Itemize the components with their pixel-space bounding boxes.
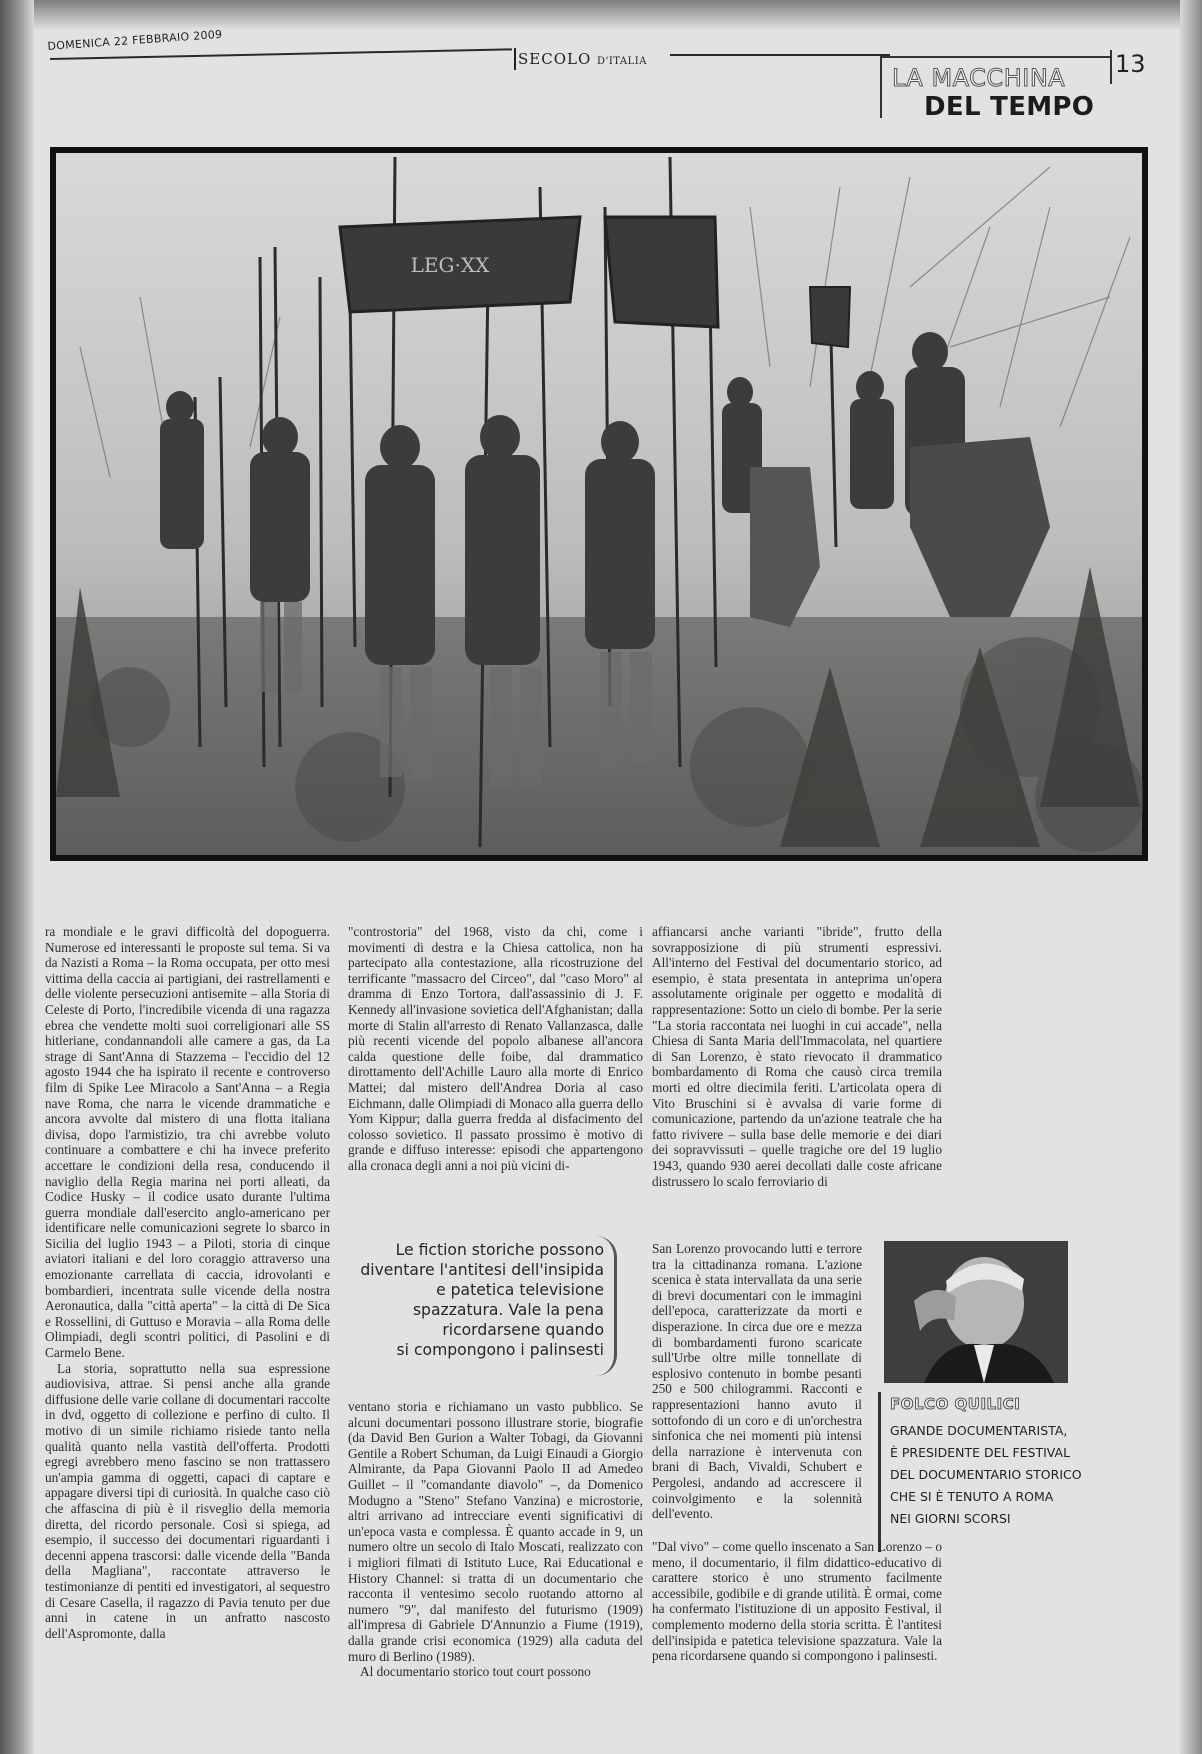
caption-name: FOLCO QUILICI [890,1395,1021,1413]
article-column-3-mid [652,1241,862,1522]
caption-rule [878,1392,881,1552]
page-shadow-top [0,0,1202,30]
article-paragraph: ventano storia e richiamano un vasto pubblico. Se alcuni documentari possono illustrare storie, biografie (da David Ben Gurion a Walter Tobagi, da Giovanni Gentile a Robert Schuman, da Luigi Einaudi a Giorgio Almirante, da Papa Giovanni Paolo II ad Amedeo Guillet – il "comandante diavolo" –, da Domenico Modugno a "Steno" Stefano Vanzina) e microstorie, altri arrivano ad intrecciare eventi significativi di un'epoca vasta e complessa. È quanto accade in 9, un numero oltre un secolo di Italo Moscati, realizzato con i migliori filmati di Istituto Luce, Rai Educational e History Channel: si tratta di un documentario che racconta il ventesimo secolo ruotando attorno al numero "9", dal manifesto del futurismo (1909) all'impresa di Gabriele D'Annunzio a Fiume (1919), dalla grande crisi economica (1929) alla caduta del muro di Berlino (1989). [348,1399,643,1664]
article-paragraph: Al documentario storico tout court possono [360,1664,591,1680]
page-number: 13 [1115,50,1146,78]
pull-quote: Le fiction storiche possono diventare l'antitesi dell'insipida e patetica televisione spazzatura. Vale la pena ricordarsene quando si compongono i palinsesti [360,1241,604,1359]
article-column-2-top [348,924,643,1174]
article-paragraph: San Lorenzo provocando lutti e terrore tra la cittadinanza romana. L'azione scenica è stata intervallata da una serie di brevi documentari con le immagini dell'epoca, caratterizzate da morti e disperazione. In circa due ore e mezza di bombardamenti furono scaricate sull'Urbe oltre mille tonnellate di esplosivo contenuto in bombe pesanti 250 e 500 chilogrammi. Racconti e rappresentazioni hanno avuto il sottofondo di un coro e di un'orchestra sinfonica che nei momenti più intensi della narrazione è intervenuta con brani di Bach, Vivaldi, Schubert e Pergolesi, andando ad accrescere il coinvolgimento e la solennità dell'evento. [652,1241,862,1522]
caption-text: GRANDE DOCUMENTARISTA, È PRESIDENTE DEL FESTIVAL DEL DOCUMENTARIO STORICO CHE SI È TENUTO A ROMA NEI GIORNI SCORSI [890,1423,1082,1526]
article-column-1 [45,924,330,1641]
banner-text: LEG·XX [410,253,490,277]
portrait-photo [884,1241,1068,1383]
page-shadow-right [1180,0,1202,1754]
article-paragraph: affiancarsi anche varianti "ibride", frutto della sovrapposizione di più strumenti espressivi. All'interno del Festival del documentario storico, ad esempio, è stata presentata in anteprima un'opera assolutamente originale per oggetto e modalità di rappresentazione: Sotto un cielo di bombe. Per la serie "La storia raccontata nei luoghi in cui accade", nella Chiesa di Santa Maria dell'Immacolata, nel quartiere di San Lorenzo, è stato rievocato il drammatico bombardamento di Roma che causò circa tremila morti ed oltre diecimila feriti. L'articolata opera di Vito Bruschini si è avvalsa di varie forme di comunicazione, partendo da un'azione teatrale che ha fatto rivivere – sulla base delle memorie e dei diari dei sopravvissuti – quelle tragiche ore del 19 luglio 1943, quando 930 aerei decollati dalle coste africane distrussero lo scalo ferroviario di [652,924,942,1189]
article-paragraph: ra mondiale e le gravi difficoltà del dopoguerra. Numerose ed interessanti le proposte sul tema. Si va da Nazisti a Roma – la Roma occupata, per otto mesi vittima della caccia ai partigiani, dei rastrellamenti e delle violente persecuzioni antisemite – alla Storia di Celeste di Porto, l'incredibile vicenda di una ragazza ebrea che vendette molti suoi correligionari alle SS hitleriane, condannandoli alle camere a gas, da La strage di Sant'Anna di Stazzema – l'eccidio del 12 agosto 1944 che ha ispirato il recente e controverso film di Spike Lee Miracolo a Sant'Anna – a Regia nave Roma, che narra le vicende drammatiche e ancora avvolte dal mistero di una flotta italiana divisa, dopo l'armistizio, tra chi avrebbe voluto continuare a combattere e chi ha invece preferito accettare le condizioni della resa, conducendo il naviglio della Regia marina nei porti alleati, da Codice Husky – il codice usato durante l'ultima guerra mondiale dall'esercito anglo-americano per identificare nelle comunicazioni segrete lo sbarco in Sicilia del luglio 1943 – a Piloti, storia di cinque aviatori italiani e del loro coraggio attraverso una emozionante carrellata di caccia, idrovolanti e bombardieri, incentrata sulle vicende della nostra Aeronautica, dalla "città aperta" – la città di De Sica e Rossellini, di Guttuso e Moravia – alla Roma delle Olimpiadi, degli scontri politici, di Pasolini e di Carmelo Bene. [45,924,330,1361]
section-title-line2: DEL TEMPO [924,92,1095,122]
article-paragraph: La storia, soprattutto nella sua espressione audiovisiva, attrae. Si pensi anche alla grande diffusione delle varie collane di documentari raccolte in dvd, oggetto di collezione e perfino di culto. Il motivo di un simile richiamo risiede tanto nella qualità quanto nella vastità dell'offerta. Prodotti egregi avrebbero meno fascino se non trattassero un'ampia gamma di oggetti, capaci di captare e appagare diversi tipi di curiosità. In qualche caso ciò che affascina di più è il risveglio della memoria diretta, del ricordo personale. Così si spiega, ad esempio, il successo dei documentari riguardanti i decenni appena trascorsi: dalle vicende della "Banda della Magliana", raccontate attraverso le testimonianze di pentiti ed investigatori, al sequestro di Cesare Casella, il ragazzo di Pavia tenuto per due anni in catene in un anfratto nascosto dell'Aspromonte, dalla [45,1360,330,1641]
page-fold-left [0,0,34,1754]
article-column-2-bottom [348,1399,643,1680]
page-header [40,28,1180,128]
photo-legion-march [50,147,1148,861]
article-column-3-bottom [652,1539,942,1664]
section-title-line1: LA MACCHINA [892,64,1066,92]
lead-photo [50,147,1148,861]
issue-date: DOMENICA 22 FEBBRAIO 2009 [47,27,223,53]
article-paragraph: "controstoria" del 1968, visto da chi, come i movimenti di destra e la Chiesa cattolica, non ha partecipato alla contestazione, alla ricostruzione del terrificante "massacro del Circeo", dal "caso Moro" al dramma di Enzo Tortora, dall'assassinio di J. F. Kennedy all'invasione sovietica dell'Afghanistan; dalla morte di Stalin all'arresto di Renato Vallanzasca, dalle più recenti vicende del popolo albanese all'ancora calda questione delle foibe, dal drammatico dirottamento dell'Achille Lauro alla morte di Enrico Mattei; dal mistero dell'Andrea Doria al caso Eichmann, dalle Olimpiadi di Monaco alla guerra dello Yom Kippur; dalla guerra fredda al disfacimento del colosso sovietico. Il passato prossimo è motivo di grande e diffuso interesse: episodi che appartengono alla cronaca degli anni a noi più vicini di- [348,924,643,1173]
publication-name: SECOLO D'ITALIA [518,50,647,68]
article-paragraph: "Dal vivo" – come quello inscenato a San Lorenzo – o meno, il documentario, il film didattico-educativo di carattere storico è uno strumento facilmente accessibile, godibile e di grande utilità. È ormai, come ha confermato l'istituzione di un apposito Festival, il complemento moderno della storia scritta. È l'antitesi dell'insipida e patetica televisione spazzatura. Vale la pena ricordarsene quando si compongono i palinsesti. [652,1539,942,1664]
portrait-man-icon [884,1241,1068,1383]
header-rule-left [50,48,512,60]
page-number-divider [1110,50,1112,84]
header-rule-mid [670,54,890,56]
article-column-3-top [652,924,942,1189]
masthead-divider [514,48,516,70]
